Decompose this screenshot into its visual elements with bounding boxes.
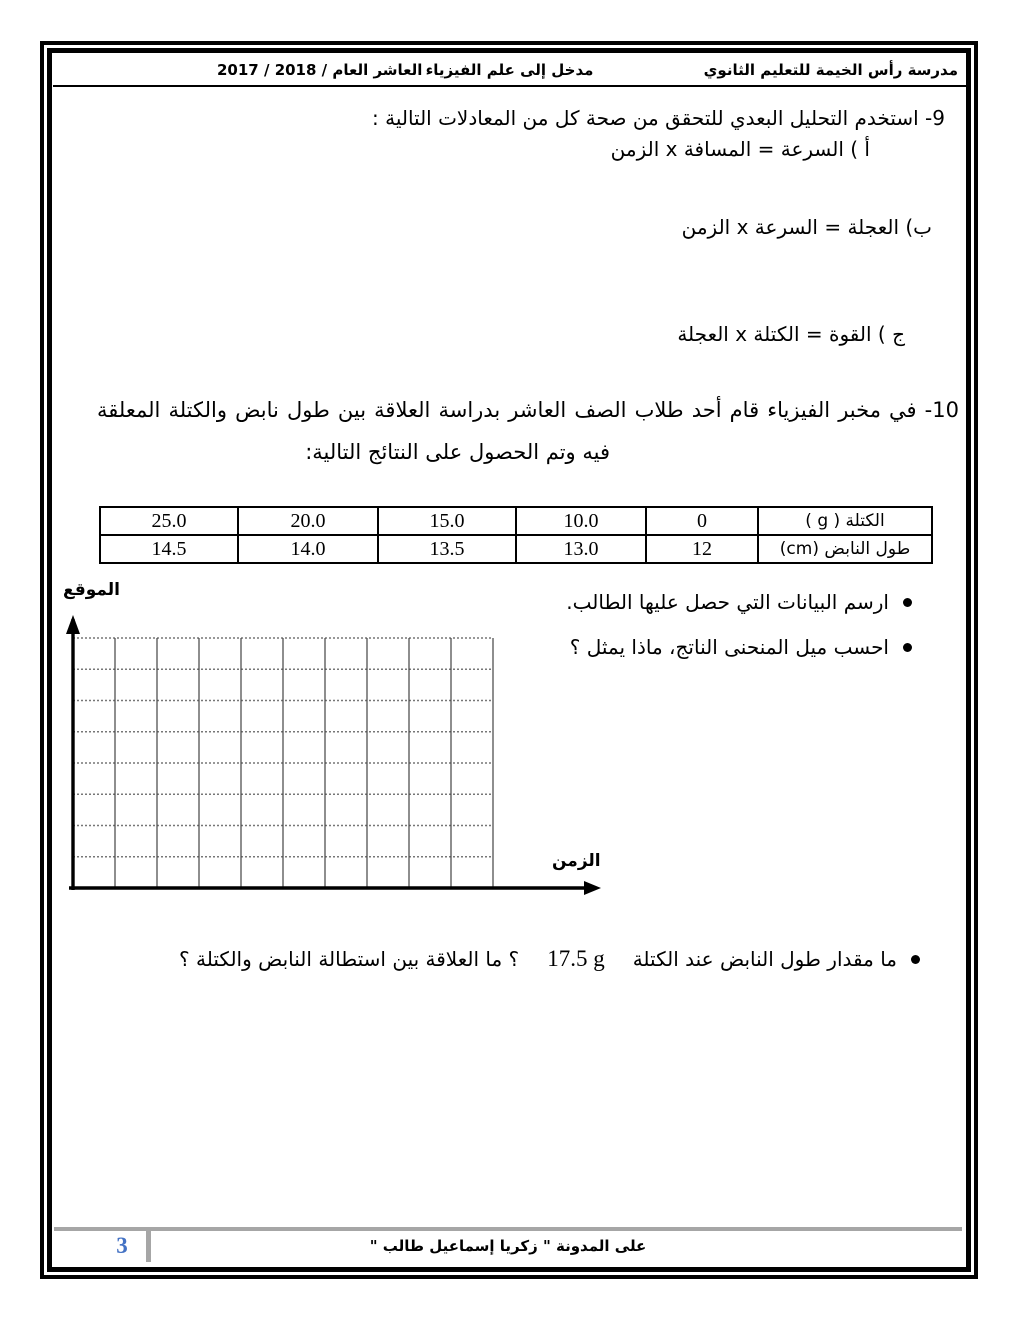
question9-item-c: ج ) القوة = الكتلة x العجلة bbox=[677, 322, 905, 346]
question9-intro: 9- استخدم التحليل البعدي للتحقق من صحة كل من المعادلات التالية : bbox=[372, 106, 945, 130]
mass-cell: 15.0 bbox=[378, 507, 516, 535]
table-row-mass bbox=[100, 507, 932, 535]
footer-divider bbox=[54, 1227, 962, 1231]
length-cell: 12 bbox=[646, 535, 758, 563]
question-spring-length bbox=[179, 946, 920, 972]
task-bullet-slope bbox=[570, 635, 912, 659]
x-axis-label: الزمن bbox=[552, 851, 601, 871]
length-cell: 14.0 bbox=[238, 535, 378, 563]
mass-cell: 0 bbox=[646, 507, 758, 535]
task-slope-text: احسب ميل المنحنى الناتج، ماذا يمثل ؟ bbox=[569, 635, 889, 659]
question-spring-part1: ما مقدار طول النابض عند الكتلة bbox=[632, 947, 897, 971]
length-cell: 13.5 bbox=[378, 535, 516, 563]
header-school-name: مدرسة رأس الخيمة للتعليم الثانوي bbox=[703, 61, 958, 79]
question10-line2: فيه وتم الحصول على النتائج التالية: bbox=[305, 440, 610, 464]
length-cell: 13.0 bbox=[516, 535, 646, 563]
length-cell: 14.5 bbox=[100, 535, 238, 563]
table-row-length bbox=[100, 535, 932, 563]
plot-grid bbox=[55, 603, 615, 903]
mass-cell: 25.0 bbox=[100, 507, 238, 535]
page-header bbox=[53, 55, 966, 87]
task-draw-text: ارسم البيانات التي حصل عليها الطالب. bbox=[566, 590, 889, 614]
mass-cell: 10.0 bbox=[516, 507, 646, 535]
bullet-icon bbox=[903, 598, 912, 607]
mass-value-17-5g: 17.5 g bbox=[547, 946, 605, 971]
page-number: 3 bbox=[116, 1233, 128, 1258]
length-row-label: طول النابض (cm) bbox=[758, 535, 932, 563]
y-axis-arrow-icon bbox=[66, 615, 80, 634]
task-bullet-draw bbox=[566, 590, 912, 614]
header-grade-year: العاشر العام / 2018 / 2017 bbox=[217, 61, 423, 79]
results-table-container bbox=[99, 506, 933, 564]
mass-row-label: الكتلة ( g ) bbox=[758, 507, 932, 535]
question-spring-part2: ؟ ما العلاقة بين استطالة النابض والكتلة ؟ bbox=[179, 947, 520, 971]
bullet-icon bbox=[903, 643, 912, 652]
mass-cell: 20.0 bbox=[238, 507, 378, 535]
question9-item-a: أ ) السرعة = المسافة x الزمن bbox=[610, 137, 870, 161]
question9-item-b: ب) العجلة = السرعة x الزمن bbox=[681, 215, 932, 239]
x-axis-arrow-icon bbox=[584, 881, 601, 895]
bullet-icon bbox=[911, 955, 920, 964]
y-axis-label: الموقع bbox=[63, 580, 121, 600]
question10-line1: 10- في مخبر الفيزياء قام أحد طلاب الصف العاشر بدراسة العلاقة بين طول نابض والكتلة المعلقة bbox=[97, 398, 959, 422]
results-table bbox=[99, 506, 933, 564]
header-subject-title: مدخل إلى علم الفيزياء bbox=[425, 61, 594, 79]
grid-lines bbox=[73, 638, 493, 888]
footer-credit-text: على المدونة " زكريا إسماعيل طالب " bbox=[369, 1237, 647, 1255]
